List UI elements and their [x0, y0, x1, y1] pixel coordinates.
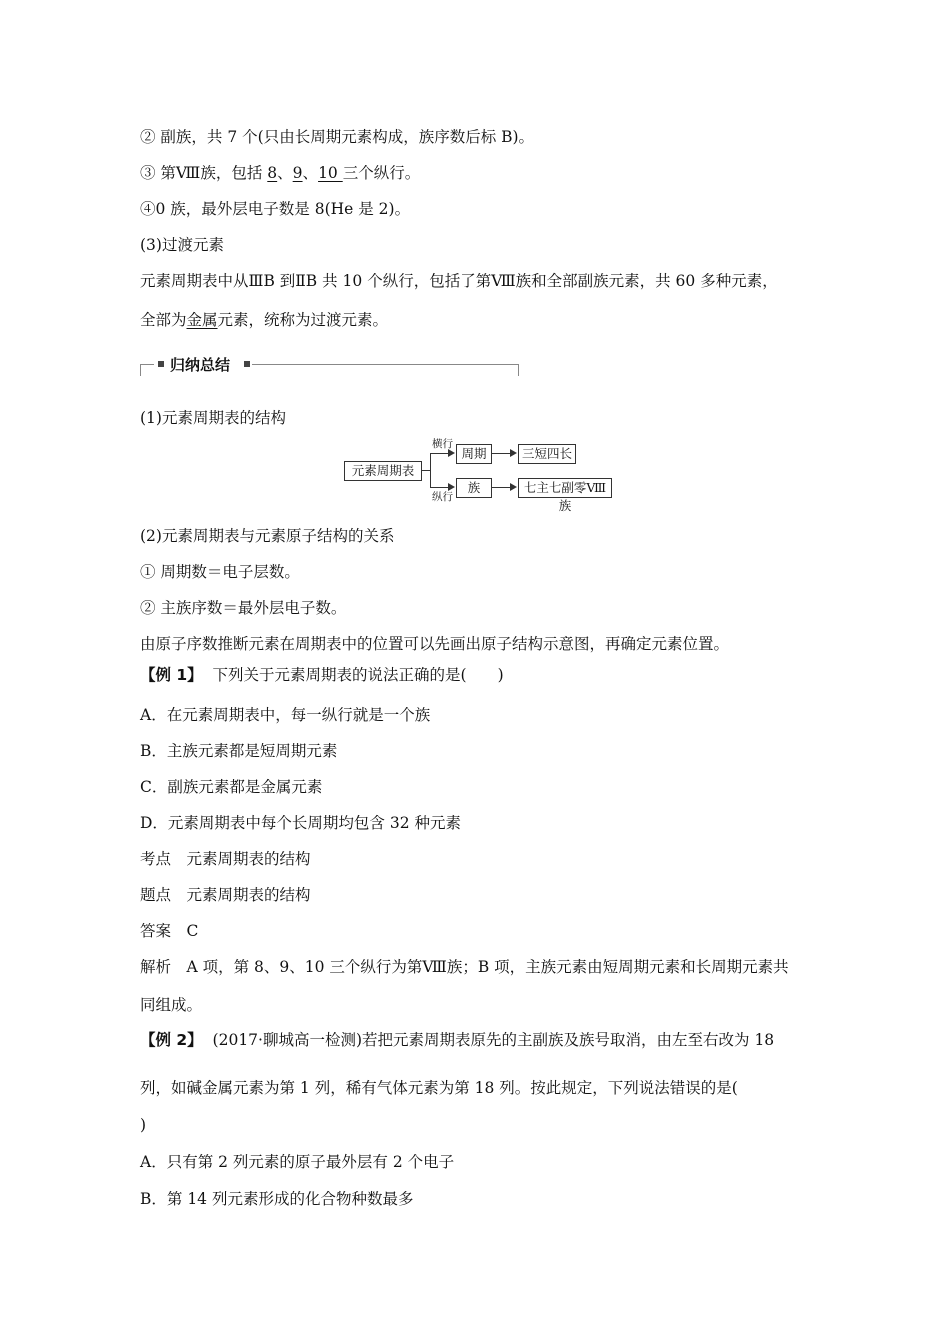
text-fragment: 、 — [302, 164, 319, 182]
summary-note: 由原子序数推断元素在周期表中的位置可以先画出原子结构示意图，再确定元素位置。 — [140, 635, 730, 653]
diagram-connector — [492, 453, 512, 454]
option-b: B．主族元素都是短周期元素 — [140, 742, 338, 760]
square-bullet-icon — [244, 361, 250, 367]
option-d: D．元素周期表中每个长周期均包含 32 种元素 — [140, 814, 462, 832]
text-line-group0: ④0 族，最外层电子数是 8(He 是 2)。 — [140, 200, 411, 218]
question-text: 下列关于元素周期表的说法正确的是( ) — [212, 666, 504, 684]
example-2-question-3: ) — [140, 1116, 147, 1134]
option-a: A．只有第 2 列元素的原子最外层有 2 个电子 — [140, 1153, 455, 1171]
blank-answer-10: 10 — [318, 164, 343, 182]
periodic-table-structure-diagram — [340, 436, 620, 513]
header-rule — [140, 364, 141, 376]
section-heading-transition: (3)过渡元素 — [140, 236, 224, 254]
diagram-root-box: 元素周期表 — [344, 461, 422, 481]
analysis-line-2: 同组成。 — [140, 996, 203, 1014]
header-rule — [252, 364, 518, 365]
text-line-group8 — [140, 163, 420, 183]
example-2-question-2: 列，如碱金属元素为第 1 列，稀有气体元素为第 18 列。按此规定，下列说法错误的是( — [140, 1079, 738, 1097]
diagram-connector — [492, 487, 512, 488]
blank-answer-metal: 金属 — [186, 311, 218, 329]
diagram-period-box: 周期 — [456, 444, 492, 464]
text-fragment: 全部为 — [140, 311, 187, 329]
answer: 答案 C — [140, 922, 199, 940]
question-text: (2017·聊城高一检测)若把元素周期表原先的主副族及族号取消，由左至右改为 18 — [212, 1031, 775, 1049]
text-fragment: 三个纵行。 — [342, 164, 421, 182]
diagram-label-columns: 纵行 — [432, 491, 453, 503]
summary-point-2-1: ① 周期数＝电子层数。 — [140, 563, 300, 581]
example-tag: 【例 2】 — [140, 1031, 203, 1049]
text-fragment: ③ 第Ⅷ族，包括 — [140, 164, 268, 182]
summary-point-1: (1)元素周期表的结构 — [140, 409, 286, 427]
diagram-label-rows: 横行 — [432, 438, 453, 450]
summary-header — [140, 352, 522, 378]
header-rule — [140, 364, 154, 365]
diagram-group-detail-box: 七主七副零Ⅷ族 — [518, 478, 612, 498]
example-tag: 【例 1】 — [140, 666, 203, 684]
text-line-transition-2 — [140, 310, 388, 330]
option-a: A．在元素周期表中，每一纵行就是一个族 — [140, 706, 431, 724]
example-2-question-1 — [140, 1030, 774, 1050]
diagram-connector — [430, 453, 448, 454]
text-fragment: 、 — [277, 164, 293, 182]
question-point: 题点 元素周期表的结构 — [140, 886, 311, 904]
text-line-transition-1: 元素周期表中从ⅢB 到ⅡB 共 10 个纵行，包括了第Ⅷ族和全部副族元素，共 60 多种元素， — [140, 272, 778, 290]
test-point: 考点 元素周期表的结构 — [140, 850, 311, 868]
summary-title: 归纳总结 — [170, 356, 231, 374]
example-1-question — [140, 665, 504, 685]
header-rule — [518, 364, 519, 376]
text-fragment: 元素，统称为过渡元素。 — [217, 311, 389, 329]
analysis-line-1: 解析 A 项，第 8、9、10 三个纵行为第Ⅷ族；B 项，主族元素由短周期元素和长周期元素共 — [140, 958, 789, 976]
summary-point-2-2: ② 主族序数＝最外层电子数。 — [140, 599, 347, 617]
text-line-subgroup: ② 副族，共 7 个(只由长周期元素构成，族序数后标 B)。 — [140, 128, 535, 146]
square-bullet-icon — [158, 361, 164, 367]
option-c: C．副族元素都是金属元素 — [140, 778, 323, 796]
arrow-right-icon — [510, 483, 517, 491]
diagram-period-detail-box: 三短四长 — [518, 444, 576, 464]
diagram-connector — [430, 487, 448, 488]
blank-answer-9: 9 — [292, 164, 303, 182]
blank-answer-8: 8 — [267, 164, 278, 182]
arrow-right-icon — [510, 449, 517, 457]
diagram-connector — [421, 470, 430, 471]
diagram-connector — [430, 453, 431, 488]
option-b: B．第 14 列元素形成的化合物种数最多 — [140, 1190, 414, 1208]
summary-point-2: (2)元素周期表与元素原子结构的关系 — [140, 527, 395, 545]
diagram-group-box: 族 — [456, 478, 492, 498]
